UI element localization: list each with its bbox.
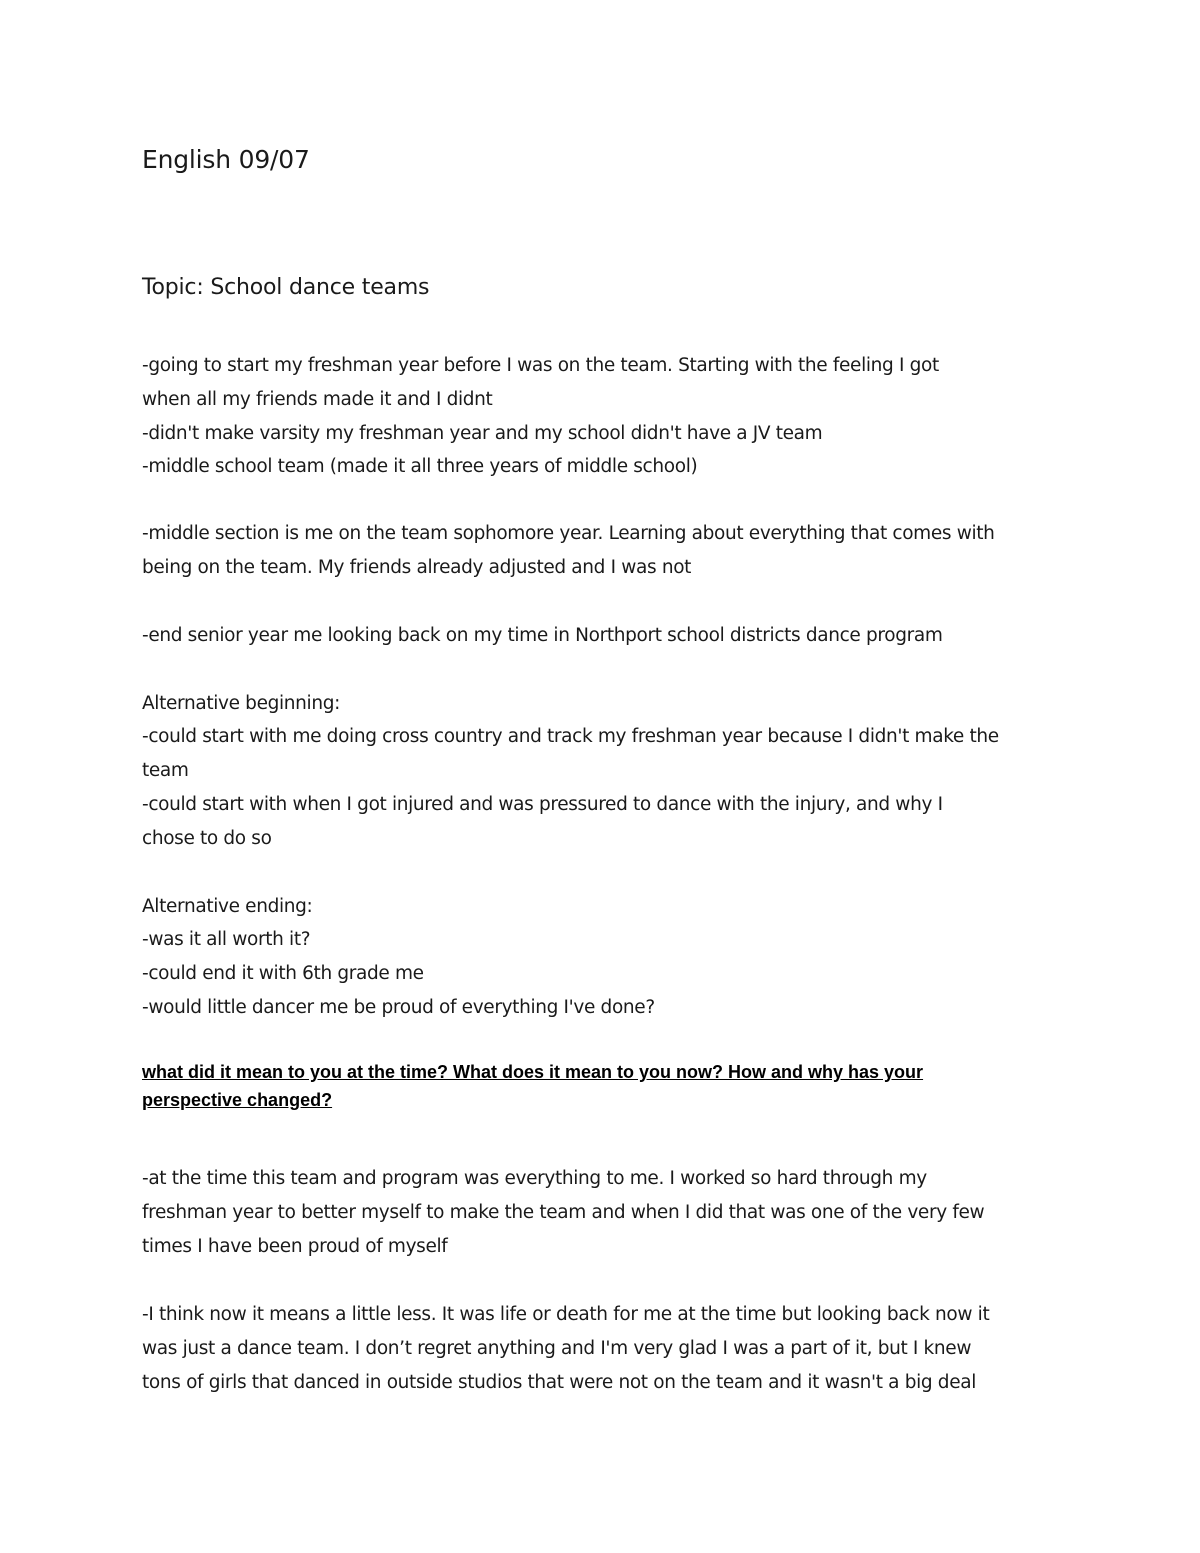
section-label-alt-ending: Alternative ending: — [142, 896, 313, 917]
document-title: English 09/07 — [142, 145, 310, 174]
note-line: -going to start my freshman year before I was on the team. Starting with the feeling I got — [142, 355, 939, 376]
note-line: team — [142, 760, 189, 781]
reflection-line: -at the time this team and program was everything to me. I worked so hard through my — [142, 1168, 927, 1189]
note-line: when all my friends made it and I didnt — [142, 389, 493, 410]
section-label-alt-beginning: Alternative beginning: — [142, 693, 340, 714]
note-line: -middle school team (made it all three years of middle school) — [142, 456, 698, 477]
prompt-question: what did it mean to you at the time? What does it mean to you now? How and why has your — [142, 1062, 924, 1082]
note-line: -could start with when I got injured and was pressured to dance with the injury, and why I — [142, 794, 943, 815]
note-line: -would little dancer me be proud of everything I've done? — [142, 997, 655, 1018]
reflection-line: tons of girls that danced in outside studios that were not on the team and it wasn't a big deal — [142, 1372, 977, 1393]
note-line: being on the team. My friends already adjusted and I was not — [142, 557, 692, 578]
reflection-line: freshman year to better myself to make the team and when I did that was one of the very few — [142, 1202, 985, 1223]
reflection-line: was just a dance team. I don’t regret anything and I'm very glad I was a part of it, but I knew — [142, 1338, 972, 1359]
reflection-line: -I think now it means a little less. It was life or death for me at the time but looking back now it — [142, 1304, 990, 1325]
note-line: -end senior year me looking back on my time in Northport school districts dance program — [142, 625, 943, 646]
note-line: -could start with me doing cross country and track my freshman year because I didn't make the — [142, 726, 999, 747]
topic-heading: Topic: School dance teams — [142, 275, 430, 300]
note-line: -was it all worth it? — [142, 929, 311, 950]
note-line: -didn't make varsity my freshman year and my school didn't have a JV team — [142, 423, 823, 444]
note-line: -could end it with 6th grade me — [142, 963, 424, 984]
note-line: -middle section is me on the team sophomore year. Learning about everything that comes with — [142, 523, 995, 544]
note-line: chose to do so — [142, 828, 272, 849]
prompt-question: perspective changed? — [142, 1090, 333, 1110]
reflection-line: times I have been proud of myself — [142, 1236, 448, 1257]
